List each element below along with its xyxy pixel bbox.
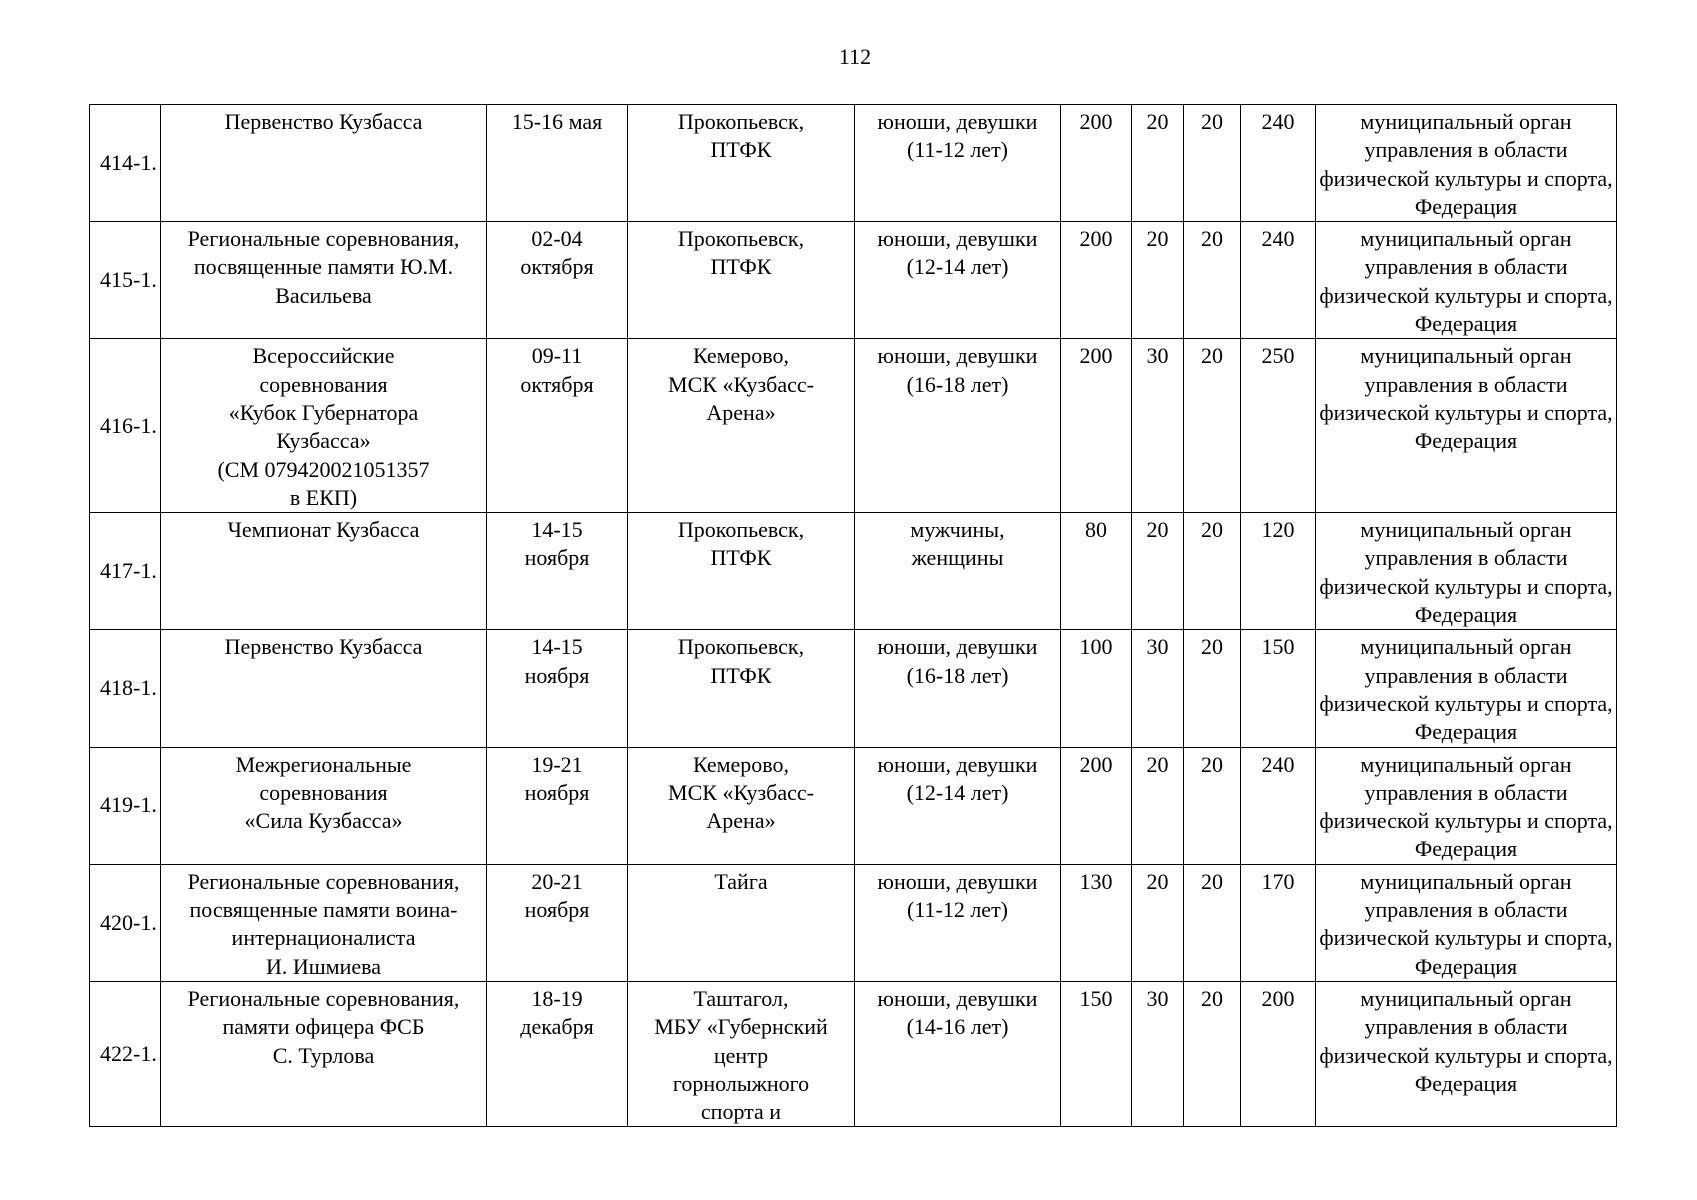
- athletes-count: 80: [1061, 513, 1132, 630]
- total-count: 240: [1241, 222, 1316, 339]
- event-venue: Прокопьевск, ПТФК: [628, 105, 855, 222]
- event-venue: Тайга: [628, 864, 855, 981]
- event-venue: Кемерово, МСК «Кузбасс- Арена»: [628, 747, 855, 864]
- event-name: Первенство Кузбасса: [161, 630, 487, 747]
- event-name: Региональные соревнования, посвященные памяти Ю.М. Васильева: [161, 222, 487, 339]
- coaches-count: 20: [1132, 747, 1184, 864]
- athletes-count: 200: [1061, 339, 1132, 513]
- event-dates: 20-21 ноября: [487, 864, 628, 981]
- event-venue: Прокопьевск, ПТФК: [628, 513, 855, 630]
- coaches-count: 30: [1132, 981, 1184, 1126]
- event-organizer: муниципальный орган управления в области физической культуры и спорта, Федерация: [1316, 864, 1617, 981]
- coaches-count: 20: [1132, 864, 1184, 981]
- judges-count: 20: [1184, 981, 1241, 1126]
- judges-count: 20: [1184, 864, 1241, 981]
- row-number: 415-1.: [90, 222, 161, 339]
- event-name: Региональные соревнования, посвященные памяти воина- интернационалиста И. Ишмиева: [161, 864, 487, 981]
- event-participants: юноши, девушки (16-18 лет): [855, 630, 1061, 747]
- event-organizer: муниципальный орган управления в области физической культуры и спорта, Федерация: [1316, 222, 1617, 339]
- event-dates: 09-11 октября: [487, 339, 628, 513]
- judges-count: 20: [1184, 222, 1241, 339]
- event-organizer: муниципальный орган управления в области физической культуры и спорта, Федерация: [1316, 747, 1617, 864]
- row-number: 414-1.: [90, 105, 161, 222]
- athletes-count: 200: [1061, 105, 1132, 222]
- event-participants: мужчины, женщины: [855, 513, 1061, 630]
- event-dates: 18-19 декабря: [487, 981, 628, 1126]
- event-name: Первенство Кузбасса: [161, 105, 487, 222]
- event-participants: юноши, девушки (12-14 лет): [855, 747, 1061, 864]
- events-table: [89, 104, 1617, 1127]
- event-participants: юноши, девушки (16-18 лет): [855, 339, 1061, 513]
- coaches-count: 30: [1132, 339, 1184, 513]
- event-name: Региональные соревнования, памяти офицера ФСБ С. Турлова: [161, 981, 487, 1126]
- event-dates: 14-15 ноября: [487, 513, 628, 630]
- table-row: [90, 630, 1617, 747]
- row-number: 416-1.: [90, 339, 161, 513]
- coaches-count: 20: [1132, 513, 1184, 630]
- coaches-count: 30: [1132, 630, 1184, 747]
- judges-count: 20: [1184, 513, 1241, 630]
- row-number: 422-1.: [90, 981, 161, 1126]
- total-count: 150: [1241, 630, 1316, 747]
- page-number: 112: [838, 44, 872, 69]
- event-organizer: муниципальный орган управления в области физической культуры и спорта, Федерация: [1316, 981, 1617, 1126]
- row-number: 418-1.: [90, 630, 161, 747]
- row-number: 419-1.: [90, 747, 161, 864]
- event-venue: Кемерово, МСК «Кузбасс- Арена»: [628, 339, 855, 513]
- event-organizer: муниципальный орган управления в области физической культуры и спорта, Федерация: [1316, 513, 1617, 630]
- total-count: 240: [1241, 105, 1316, 222]
- event-participants: юноши, девушки (14-16 лет): [855, 981, 1061, 1126]
- table-row: [90, 981, 1617, 1126]
- coaches-count: 20: [1132, 105, 1184, 222]
- total-count: 120: [1241, 513, 1316, 630]
- athletes-count: 130: [1061, 864, 1132, 981]
- coaches-count: 20: [1132, 222, 1184, 339]
- athletes-count: 200: [1061, 222, 1132, 339]
- event-name: Всероссийские соревнования «Кубок Губернатора Кузбасса» (СМ 079420021051357 в ЕКП): [161, 339, 487, 513]
- judges-count: 20: [1184, 105, 1241, 222]
- row-number: 417-1.: [90, 513, 161, 630]
- event-dates: 02-04 октября: [487, 222, 628, 339]
- event-dates: 19-21 ноября: [487, 747, 628, 864]
- judges-count: 20: [1184, 747, 1241, 864]
- total-count: 250: [1241, 339, 1316, 513]
- athletes-count: 100: [1061, 630, 1132, 747]
- total-count: 170: [1241, 864, 1316, 981]
- event-name: Межрегиональные соревнования «Сила Кузбасса»: [161, 747, 487, 864]
- event-organizer: муниципальный орган управления в области физической культуры и спорта, Федерация: [1316, 630, 1617, 747]
- event-organizer: муниципальный орган управления в области физической культуры и спорта, Федерация: [1316, 105, 1617, 222]
- table-row: [90, 339, 1617, 513]
- event-dates: 15-16 мая: [487, 105, 628, 222]
- event-participants: юноши, девушки (12-14 лет): [855, 222, 1061, 339]
- table-row: [90, 747, 1617, 864]
- event-venue: Таштагол, МБУ «Губернский центр горнолыжного спорта и: [628, 981, 855, 1126]
- total-count: 200: [1241, 981, 1316, 1126]
- table-row: [90, 513, 1617, 630]
- event-venue: Прокопьевск, ПТФК: [628, 630, 855, 747]
- total-count: 240: [1241, 747, 1316, 864]
- table-row: [90, 105, 1617, 222]
- judges-count: 20: [1184, 339, 1241, 513]
- table-row: [90, 222, 1617, 339]
- event-dates: 14-15 ноября: [487, 630, 628, 747]
- event-participants: юноши, девушки (11-12 лет): [855, 105, 1061, 222]
- athletes-count: 200: [1061, 747, 1132, 864]
- event-venue: Прокопьевск, ПТФК: [628, 222, 855, 339]
- table-row: [90, 864, 1617, 981]
- event-name: Чемпионат Кузбасса: [161, 513, 487, 630]
- event-participants: юноши, девушки (11-12 лет): [855, 864, 1061, 981]
- judges-count: 20: [1184, 630, 1241, 747]
- row-number: 420-1.: [90, 864, 161, 981]
- event-organizer: муниципальный орган управления в области физической культуры и спорта, Федерация: [1316, 339, 1617, 513]
- athletes-count: 150: [1061, 981, 1132, 1126]
